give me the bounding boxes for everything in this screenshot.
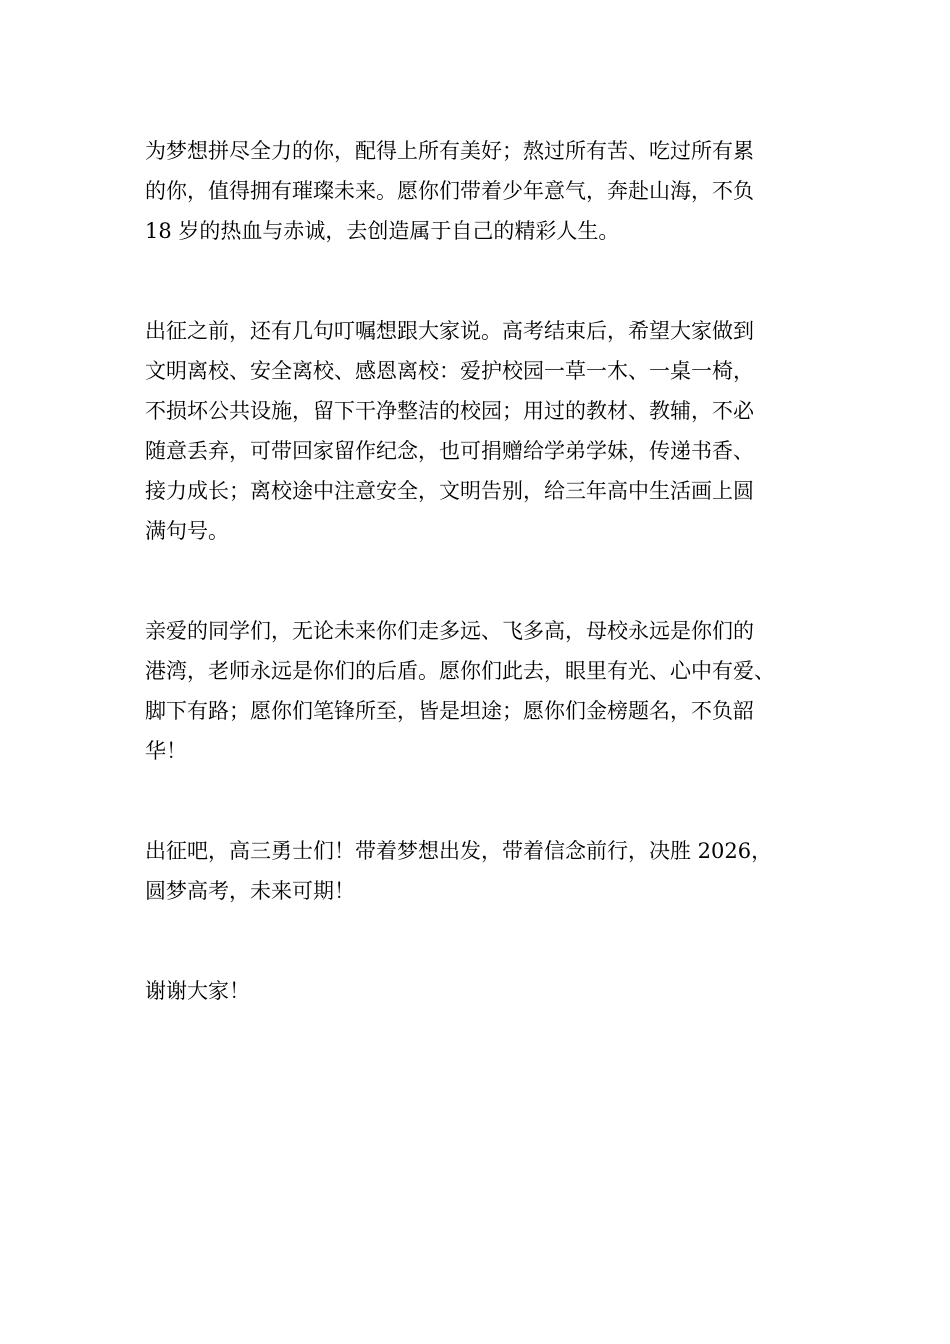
text-line: 不损坏公共设施，留下干净整洁的校园；用过的教材、教辅，不必 [145, 399, 754, 423]
document-body [145, 131, 835, 1011]
text-line: 随意丢弃，可带回家留作纪念，也可捐赠给学弟学妹，传递书香、 [145, 439, 754, 463]
paragraph-spacer [145, 771, 835, 831]
text-line: 文明离校、安全离校、感恩离校：爱护校园一草一木、一桌一椅， [145, 359, 754, 383]
text-line: 华！ [145, 739, 187, 763]
text-line: 亲爱的同学们，无论未来你们走多远、飞多高，母校永远是你们的 [145, 619, 754, 643]
text-line: 圆梦高考，未来可期！ [145, 879, 355, 903]
text-line: 出征吧，高三勇士们！带着梦想出发，带着信念前行，决胜 2026， [145, 839, 773, 863]
paragraph-spacer [145, 251, 835, 311]
paragraph-spacer [145, 551, 835, 611]
paragraph [145, 971, 835, 1011]
paragraph [145, 611, 835, 771]
text-line: 接力成长；离校途中注意安全，文明告别，给三年高中生活画上圆 [145, 479, 754, 503]
text-line: 出征之前，还有几句叮嘱想跟大家说。高考结束后，希望大家做到 [145, 319, 754, 343]
text-line: 满句号。 [145, 519, 229, 543]
text-line: 脚下有路；愿你们笔锋所至，皆是坦途；愿你们金榜题名，不负韶 [145, 699, 754, 723]
paragraph [145, 131, 835, 251]
text-line: 港湾，老师永远是你们的后盾。愿你们此去，眼里有光、心中有爱、 [145, 659, 775, 683]
text-line: 谢谢大家！ [145, 979, 250, 1003]
paragraph [145, 311, 835, 551]
paragraph-spacer [145, 911, 835, 971]
text-line: 18 岁的热血与赤诚，去创造属于自己的精彩人生。 [145, 219, 620, 243]
text-line: 为梦想拼尽全力的你，配得上所有美好；熬过所有苦、吃过所有累 [145, 139, 754, 163]
paragraph [145, 831, 835, 911]
text-line: 的你，值得拥有璀璨未来。愿你们带着少年意气，奔赴山海，不负 [145, 179, 754, 203]
